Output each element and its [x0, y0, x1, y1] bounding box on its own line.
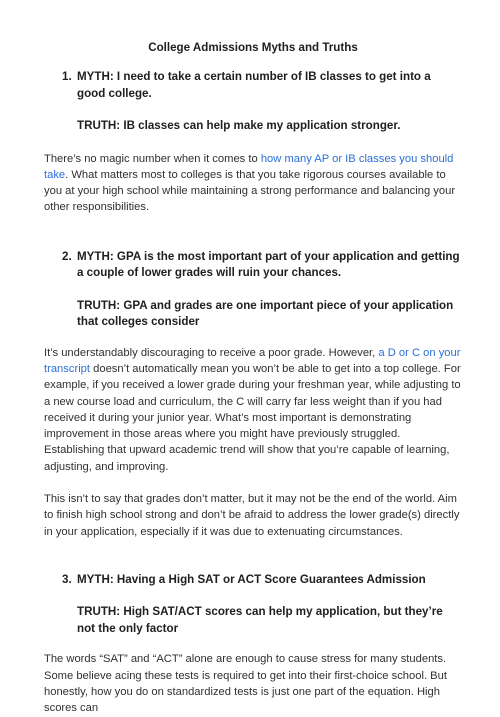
paragraph [44, 345, 462, 475]
ap-ib-classes-link[interactable]: how many AP or IB classes you should take [44, 152, 454, 181]
paragraph-text: It’s understandably discouraging to receive a poor grade. However, [44, 346, 379, 359]
myth-heading: MYTH: Having a High SAT or ACT Score Guarantees Admission [77, 572, 426, 586]
myth-item-1 [62, 69, 462, 135]
document-title: College Admissions Myths and Truths [148, 41, 358, 54]
paragraph: The words “SAT” and “ACT” alone are enough to cause stress for many students. Some believe acing these tests is required to get into their first-choice school. But honestly, how you do on standardized tests is just one part of the equation. High scores can [44, 653, 447, 715]
myth-heading: MYTH: GPA is the most important part of your application and getting a couple of lower grades will ruin your chances. [77, 249, 460, 280]
truth-heading: TRUTH: GPA and grades are one important piece of your application that colleges consider [77, 298, 454, 329]
paragraph-text: doesn’t automatically mean you won’t be able to get into a top college. For example, if you received a lower grade during your freshman year, while adjusting to a new course load and curriculum, the C will carry far less weight than if you had received it during your junior year. What’s most important is demonstrating improvement in those areas where you might have previously struggled. Establishing that upward academic trend will show that you’re capable of learning, adjusting, and improving. [44, 362, 461, 473]
transcript-grade-link[interactable]: a D or C on your transcript [44, 346, 461, 375]
myth-item-3 [62, 572, 462, 638]
truth-heading: TRUTH: IB classes can help make my application stronger. [77, 119, 401, 132]
item-number: 2. [62, 249, 72, 263]
paragraph [44, 151, 462, 216]
truth-heading: TRUTH: High SAT/ACT scores can help my application, but they’re not the only factor [77, 605, 443, 635]
myth-heading: MYTH: I need to take a certain number of IB classes to get into a good college. [77, 70, 431, 100]
myth-item-2 [62, 249, 462, 331]
paragraph-text: . What matters most to colleges is that you take rigorous courses available to you at your high school while maintaining a strong performance and balancing your other responsibilities. [44, 168, 456, 214]
item-number: 1. [62, 70, 72, 83]
paragraph: This isn’t to say that grades don’t matter, but it may not be the end of the world. Aim to finish high school strong and don’t be afraid to address the lower grade(s) directly in your application, especially if it was due to extenuating circumstances. [44, 493, 460, 538]
item-number: 3. [62, 572, 72, 586]
paragraph-text: There’s no magic number when it comes to [44, 152, 261, 165]
